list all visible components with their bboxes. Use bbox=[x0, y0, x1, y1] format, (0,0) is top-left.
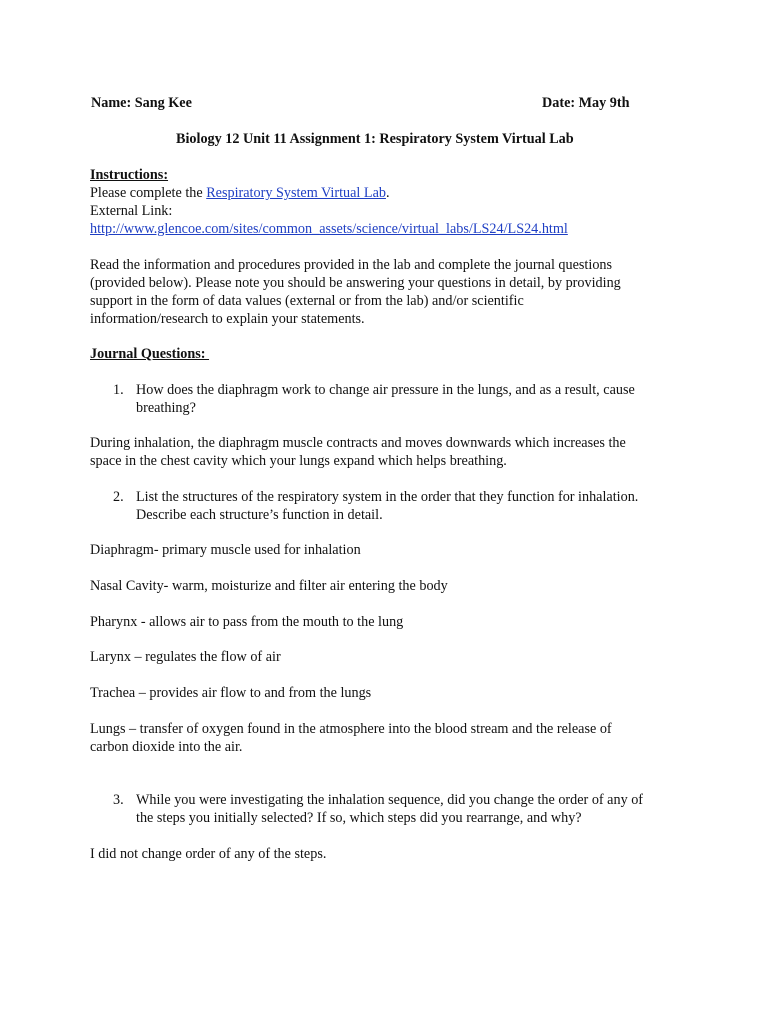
external-url-link[interactable]: http://www.glencoe.com/sites/common_assets/science/virtual_labs/LS24/LS24.html bbox=[90, 221, 568, 237]
answer-2-item-pharynx: Pharynx - allows air to pass from the mouth to the lung bbox=[90, 614, 404, 630]
document-title: Biology 12 Unit 11 Assignment 1: Respiratory System Virtual Lab bbox=[176, 131, 574, 147]
answer-2-item-lungs: Lungs – transfer of oxygen found in the atmosphere into the blood stream and the release of bbox=[90, 721, 612, 737]
journal-questions-heading: Journal Questions: bbox=[90, 346, 210, 362]
question-2-line: Describe each structure’s function in detail. bbox=[136, 507, 383, 523]
question-2-number: 2. bbox=[113, 489, 124, 505]
external-link-label: External Link: bbox=[90, 203, 173, 219]
question-1-number: 1. bbox=[113, 382, 124, 398]
answer-2-item-diaphragm: Diaphragm- primary muscle used for inhalation bbox=[90, 542, 361, 558]
instructions-paragraph-line: support in the form of data values (external or from the lab) and/or scientific bbox=[90, 293, 524, 309]
instructions-prefix: Please complete the bbox=[90, 185, 207, 201]
answer-3: I did not change order of any of the steps. bbox=[90, 846, 327, 862]
question-1-line: How does the diaphragm work to change air pressure in the lungs, and as a result, cause bbox=[136, 382, 635, 398]
instructions-heading: Instructions: bbox=[90, 167, 169, 183]
answer-2-item-lungs-cont: carbon dioxide into the air. bbox=[90, 739, 243, 755]
question-3-number: 3. bbox=[113, 792, 124, 808]
question-1-line: breathing? bbox=[136, 400, 196, 416]
instructions-paragraph-line: information/research to explain your statements. bbox=[90, 311, 365, 327]
instructions-line bbox=[90, 184, 390, 202]
answer-2-item-trachea: Trachea – provides air flow to and from the lungs bbox=[90, 685, 372, 701]
answer-1-line: During inhalation, the diaphragm muscle contracts and moves downwards which increases the bbox=[90, 435, 626, 451]
assignment-date: Date: May 9th bbox=[542, 95, 630, 111]
answer-2-item-nasal-cavity: Nasal Cavity- warm, moisturize and filter air entering the body bbox=[90, 578, 448, 594]
virtual-lab-link[interactable]: Respiratory System Virtual Lab bbox=[206, 185, 386, 201]
question-2-line: List the structures of the respiratory system in the order that they function for inhalation. bbox=[136, 489, 639, 505]
instructions-suffix: . bbox=[385, 185, 390, 201]
student-name: Name: Sang Kee bbox=[91, 95, 192, 111]
answer-2-item-larynx: Larynx – regulates the flow of air bbox=[90, 649, 281, 665]
instructions-paragraph-line: Read the information and procedures provided in the lab and complete the journal questions bbox=[90, 257, 613, 273]
answer-1-line: space in the chest cavity which your lungs expand which helps breathing. bbox=[90, 453, 507, 469]
instructions-paragraph-line: (provided below). Please note you should be answering your questions in detail, by providing bbox=[90, 275, 621, 291]
question-3-line: While you were investigating the inhalation sequence, did you change the order of any of bbox=[136, 792, 644, 808]
question-3-line: the steps you initially selected? If so, which steps did you rearrange, and why? bbox=[136, 810, 582, 826]
